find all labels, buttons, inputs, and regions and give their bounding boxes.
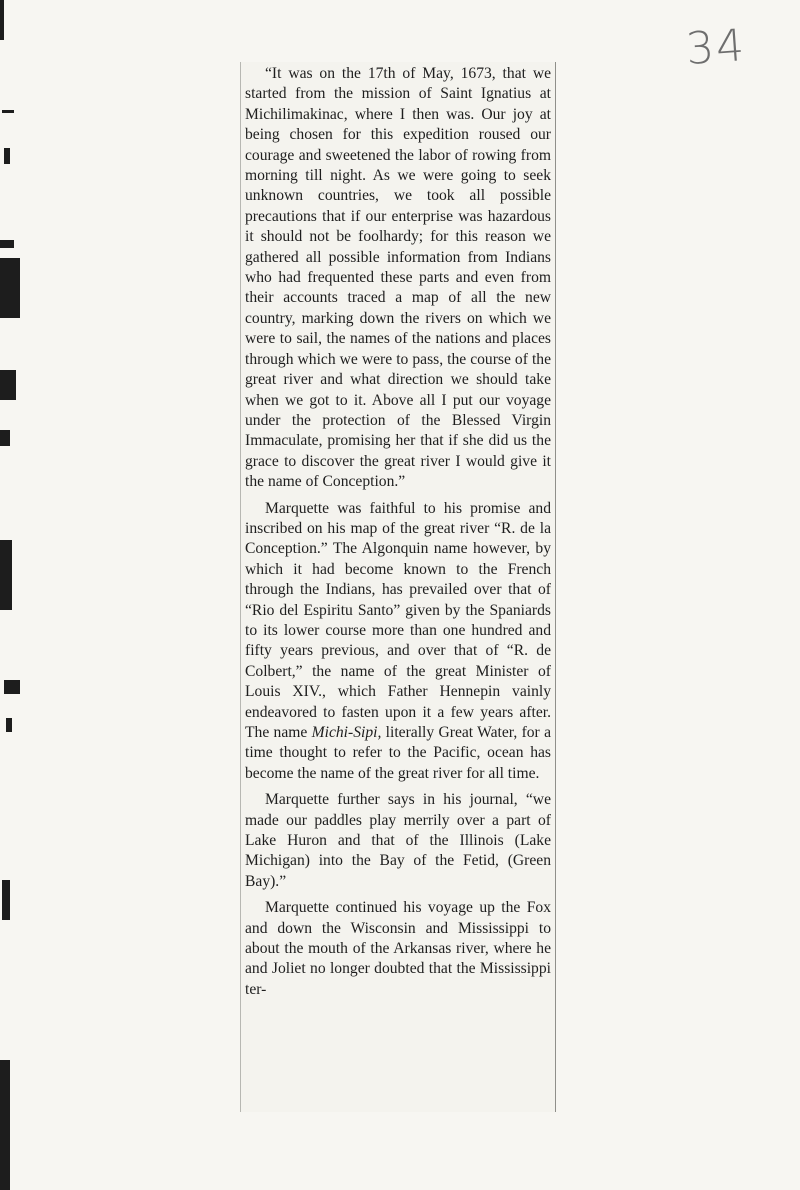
paragraph-2-italic-term: Michi-Sipi, xyxy=(311,724,382,741)
paragraph-2-text: Marquette was faithful to his promise and inscribed on his map of the great river “R. de la Conception.” The Algonquin name however, by which it had become known to the French through the Indians, has prevailed over that of “Rio del Espiritu Santo” given by the Spaniards to its lower course more than one hundred and fifty years previous, and over that of “R. de Colbert,” the name of the great Minister of Louis XIV., which Father Hennepin vainly endeavored to fasten upon it a few years after. The name xyxy=(245,499,551,741)
paragraph-2-text-end: literally Great Water, for a time thought to refer to the Pacific, ocean has become the name of the great river for all time. xyxy=(245,724,551,782)
paragraph-3: Marquette further says in his journal, “we made our paddles play merrily over a part of Lake Huron and that of the Illinois (Lake Michigan) into the Bay of the Fetid, (Green Bay).” xyxy=(245,791,551,890)
newspaper-clipping xyxy=(240,62,556,1112)
handwritten-page-number: 34 xyxy=(684,19,748,76)
paragraph-2 xyxy=(245,499,551,785)
paragraph-4: Marquette continued his voyage up the Fox and down the Wisconsin and Mississippi to about the mouth of the Arkansas river, where he and Joliet no longer doubted that the Mississippi ter- xyxy=(245,899,551,998)
paragraph-1: “It was on the 17th of May, 1673, that we started from the mission of Saint Ignatius at Michilimakinac, where I then was. Our joy at being chosen for this expedition roused our courage and sweetened the labor of rowing from morning till night. As we were going to seek unknown countries, we took all possible precautions that if our enterprise was hazardous it should not be foolhardy; for this reason we gathered all possible information from Indians who had frequented these parts and even from their accounts traced a map of all the new country, marking down the rivers on which we were to sail, the names of the nations and places through which we were to pass, the course of the great river and what direction we should take when we got to it. Above all I put our voyage under the protection of the Blessed Virgin Immaculate, promising her that if she did us the grace to discover the great river I would give it the name of Conception.” xyxy=(245,65,551,491)
torn-left-edge xyxy=(0,0,22,1190)
